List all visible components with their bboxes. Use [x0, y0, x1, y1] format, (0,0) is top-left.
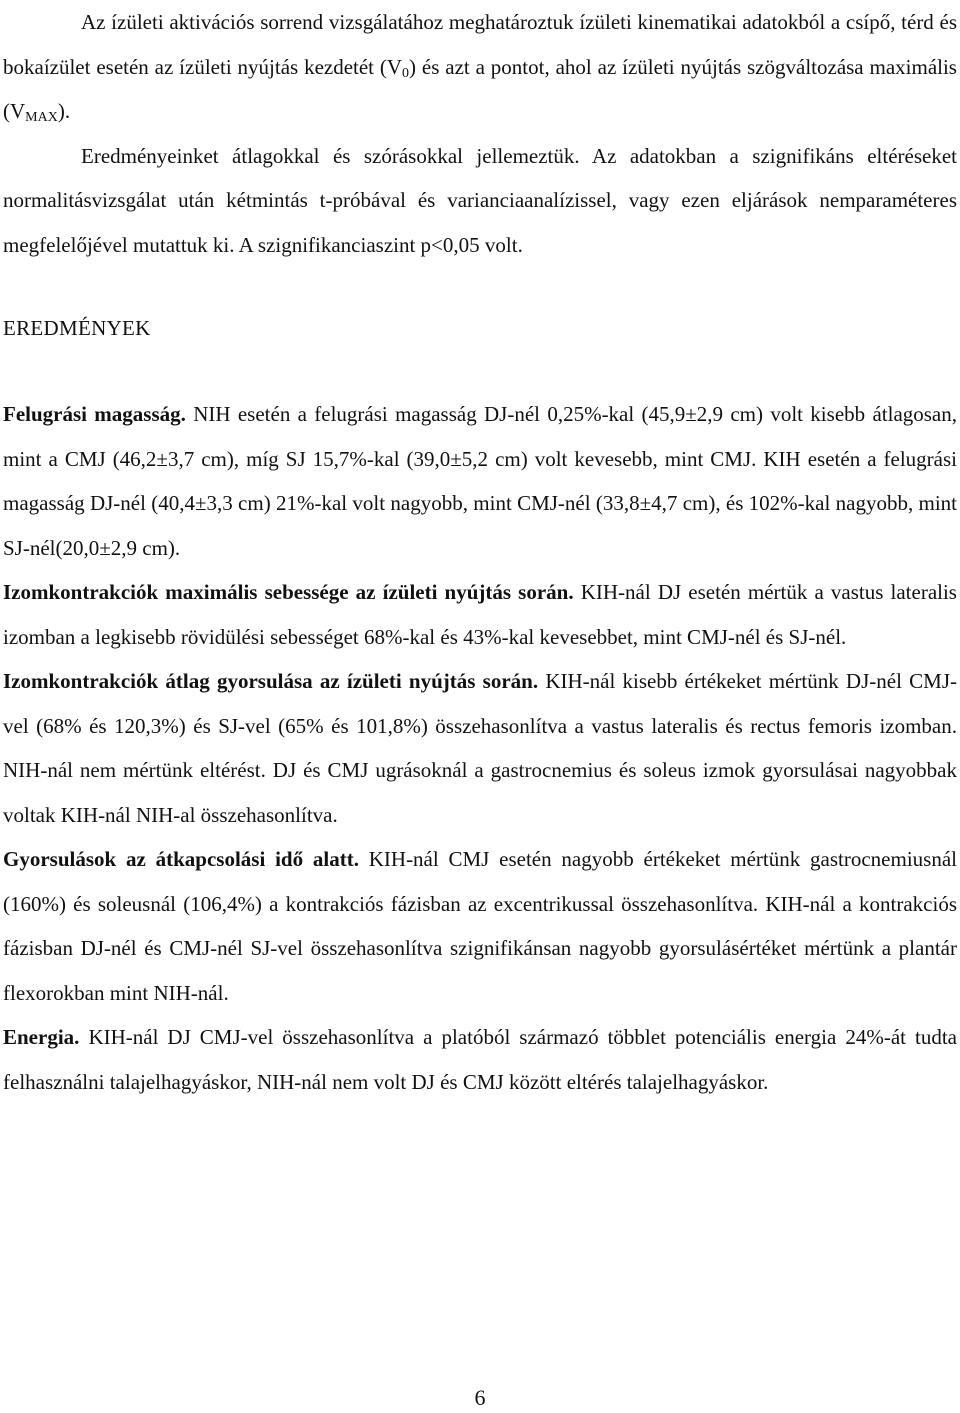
vmax-subscript: MAX [25, 110, 58, 125]
result-lead: Energia. [3, 1025, 80, 1049]
result-text: KIH-nál kisebb értékeket mértünk DJ-nél CMJ-vel (68% és 120,3%) és SJ-vel (65% és 101,8%) összehasonlítva a vastus lateralis és rectus femoris izomban. NIH-nál nem mértünk eltérést. DJ és CMJ ugrásoknál a gastrocnemius és soleus izmok gyorsulásai nagyobbak voltak KIH-nál NIH-al összehasonlítva. [3, 669, 957, 827]
document-page [3, 0, 957, 267]
result-text: KIH-nál CMJ esetén nagyobb értékeket mértünk gastrocnemiusnál (160%) és soleusnál (106,4%) a kontrakciós fázisban az excentrikussal összehasonlítva. KIH-nál a kontrakciós fázisban DJ-nél és CMJ-nél SJ-vel összehasonlítva szignifikánsan nagyobb gyorsulásértéket mértünk a plantár flexorokban mint NIH-nál. [3, 847, 957, 1005]
result-lead: Izomkontrakciók maximális sebessége az ízületi nyújtás során. [3, 580, 574, 604]
intro-paragraph-statistics: Eredményeinket átlagokkal és szórásokkal jellemeztük. Az adatokban a szignifikáns eltéréseket normalitásvizsgálat után kétmintás t-próbával és varianciaanalízissel, vagy ezen eljárások nemparaméteres megfelelőjével mutattuk ki. A szignifikanciaszint p<0,05 volt. [3, 143, 957, 257]
result-text: NIH esetén a felugrási magasság DJ-nél 0,25%-kal (45,9±2,9 cm) volt kisebb átlagosan, mint a CMJ (46,2±3,7 cm), míg SJ 15,7%-kal (39,0±5,2 cm) volt kevesebb, mint CMJ. KIH esetén a felugrási magasság DJ-nél (40,4±3,3 cm) 21%-kal volt nagyobb, mint CMJ-nél (33,8±4,7 cm), és 102%-kal nagyobb, mint SJ-nél(20,0±2,9 cm). [3, 402, 958, 560]
result-lead: Izomkontrakciók átlag gyorsulása az ízületi nyújtás során. [3, 669, 539, 693]
result-text: KIH-nál DJ esetén mértük a vastus lateralis izomban a legkisebb rövidülési sebességet 68%-kal és 43%-kal kevesebbet, mint CMJ-nél és SJ-nél. [3, 580, 957, 649]
result-paragraph-max-velocity [3, 570, 957, 659]
results-body [3, 392, 957, 1104]
result-paragraph-energy [3, 1015, 957, 1104]
section-heading-results: EREDMÉNYEK [3, 316, 151, 340]
result-lead: Felugrási magasság. [3, 402, 186, 426]
v0-subscript: 0 [402, 65, 410, 81]
result-paragraph-jump-height [3, 392, 957, 570]
result-paragraph-switch-time-acceleration [3, 837, 957, 1015]
result-lead: Gyorsulások az átkapcsolási idő alatt. [3, 847, 359, 871]
page-number: 6 [474, 1385, 486, 1410]
intro-paragraph-activation-order: Az ízületi aktivációs sorrend vizsgálatához meghatároztuk ízületi kinematikai adatokból a csípő, térd és bokaízület esetén az ízületi nyújtás kezdetét $(V_0)$ és azt a pontot, ahol az ízületi nyújtás szögváltozása maximális $(V_{MAX})$. [3, 10, 957, 125]
result-paragraph-mean-acceleration [3, 659, 957, 837]
result-text: KIH-nál DJ CMJ-vel összehasonlítva a platóból származó többlet potenciális energia 24%-át tudta felhasználni talajelhagyáskor, NIH-nál nem volt DJ és CMJ között eltérés talajelhagyáskor. [3, 1025, 957, 1094]
